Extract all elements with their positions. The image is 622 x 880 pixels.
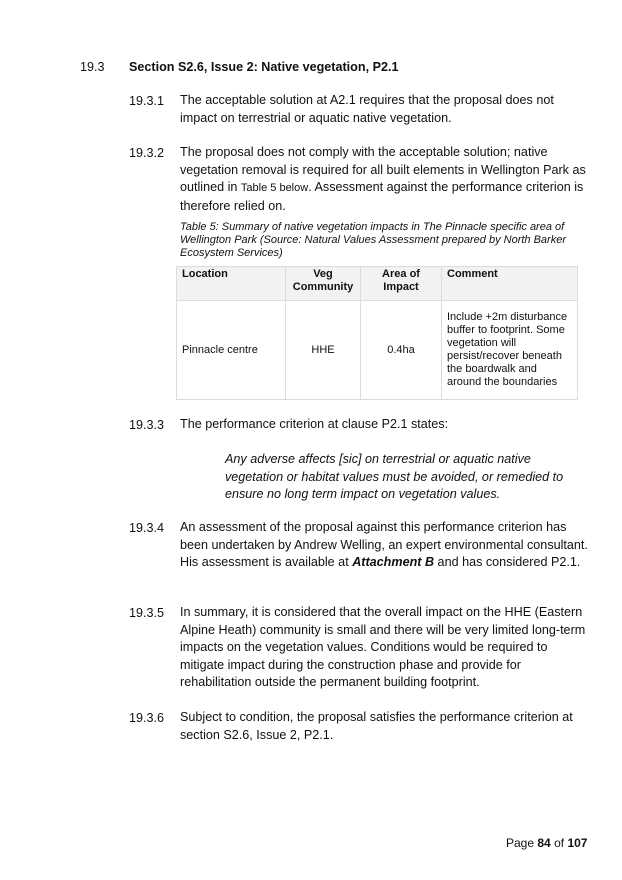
table-caption: Table 5: Summary of native vegetation impacts in The Pinnacle specific area of Wellington Park (Source: Natural Values Assessment prepared by North Barker Ecosystem Services) — [180, 221, 566, 259]
table-header-row — [177, 267, 578, 301]
page-of: of — [554, 836, 565, 850]
vegetation-impact-table — [176, 266, 578, 400]
page-footer — [506, 836, 587, 850]
column-header: Location — [177, 267, 286, 301]
section-number: 19.3 — [80, 60, 105, 74]
paragraph-text: Subject to condition, the proposal satisfies the performance criterion at section S2.6, Issue 2, P2.1. — [180, 710, 573, 742]
block-quote: Any adverse affects [sic] on terrestrial or aquatic native vegetation or habitat values must be avoided, or remedied to ensure no long term impact on vegetation values. — [225, 452, 564, 501]
total-pages: 107 — [567, 836, 588, 850]
paragraph-number: 19.3.3 — [129, 418, 165, 432]
table-cell: Include +2m disturbance buffer to footprint. Some vegetation will persist/recover beneath the boardwalk and around the boundaries — [442, 301, 578, 400]
paragraph-text-part: and has considered P2.1. — [434, 555, 581, 569]
page-label: Page — [506, 836, 535, 850]
paragraph-text: In summary, it is considered that the overall impact on the HHE (Eastern Alpine Heath) community is small and there will be very limited long-term impacts on the vegetation values. Conditions would be required to mitigate impact during the construction phase and provide for rehabilitation outside the permanent building footprint. — [180, 605, 586, 689]
paragraph-text-part: An assessment of the proposal against this performance criterion has been undertaken by Andrew Welling, an expert environmental consultant. His assessment is available at — [180, 520, 588, 569]
paragraph-text-part: . Assessment against the performance criterion is therefore relied on. — [180, 180, 584, 213]
paragraph-text: The performance criterion at clause P2.1 states: — [180, 417, 449, 431]
table-cell: 0.4ha — [361, 301, 442, 400]
paragraph-number: 19.3.1 — [129, 94, 165, 108]
table-row — [177, 301, 578, 400]
section-title: Section S2.6, Issue 2: Native vegetation, P2.1 — [129, 60, 399, 74]
attachment-reference: Attachment B — [352, 555, 435, 569]
column-header: Comment — [442, 267, 578, 301]
column-header: Veg Community — [286, 267, 361, 301]
paragraph-text-part: The proposal does not comply with the acceptable solution; native vegetation removal is required for all built elements in Wellington Park as outlined in — [180, 145, 586, 194]
table-reference: Table 5 below — [240, 182, 309, 194]
paragraph-number: 19.3.6 — [129, 711, 165, 725]
paragraph-text — [180, 519, 590, 572]
paragraph-number: 19.3.4 — [129, 521, 165, 535]
table-cell: Pinnacle centre — [177, 301, 286, 400]
paragraph-text — [180, 144, 590, 215]
current-page: 84 — [537, 836, 551, 850]
paragraph-number: 19.3.5 — [129, 606, 165, 620]
paragraph-text: The acceptable solution at A2.1 requires that the proposal does not impact on terrestrial or aquatic native vegetation. — [180, 93, 554, 125]
column-header: Area of Impact — [361, 267, 442, 301]
table-cell: HHE — [286, 301, 361, 400]
paragraph-number: 19.3.2 — [129, 146, 165, 160]
